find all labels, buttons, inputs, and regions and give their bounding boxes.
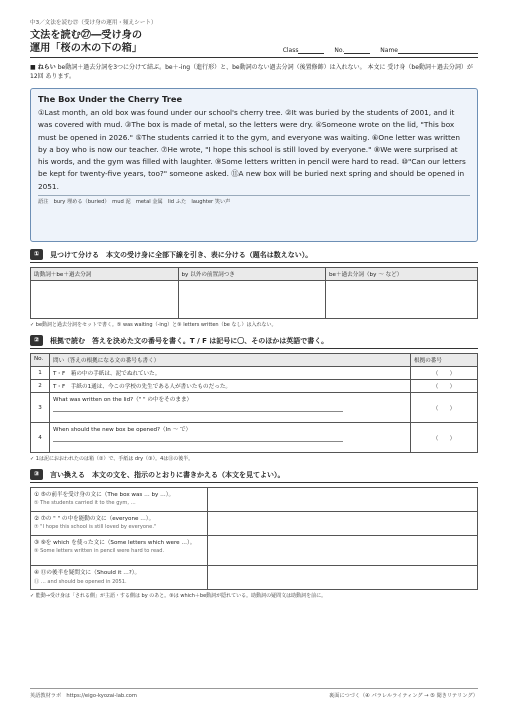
table1-header-modal: 助動詞＋be＋過去分詞 — [31, 268, 179, 281]
rewrite-answer-cell[interactable] — [208, 512, 478, 536]
table1-cell-modal[interactable] — [31, 281, 179, 319]
table2-header-question: 問い（答えの根拠になる文の番号も書く） — [50, 354, 411, 367]
title-line-2: 運用「桜の木の下の箱」 — [30, 43, 143, 54]
question-cell[interactable] — [50, 393, 411, 423]
table1-cell-preposition[interactable] — [178, 281, 326, 319]
section-3-table — [30, 487, 478, 590]
question-number: 1 — [31, 367, 50, 380]
question-number: 4 — [31, 423, 50, 453]
rewrite-answer-cell[interactable] — [208, 488, 478, 512]
section-3-badge: ③ — [30, 469, 43, 480]
section-2-title: 根拠で読む 答えを決めた文の番号を書く。T / F は記号に〇、そのほかは英語で書く。 — [50, 336, 329, 345]
rewrite-prompt — [31, 536, 208, 566]
rewrite-prompt — [31, 566, 208, 590]
table1-header-by: be＋過去分詞（by 〜 など） — [326, 268, 478, 281]
rewrite-source: ⑦ "I hope this school is still loved by everyone." — [34, 524, 157, 530]
section-3-note: ✓ 能動→受け身は「される側」が主語・する側は by のあと。⑨は which＋be動詞が隠れている。助動詞の疑問文は助動詞を前に。 — [30, 593, 327, 599]
section-1-header — [30, 249, 478, 263]
table2-header-no: No. — [31, 354, 50, 367]
table-row — [31, 380, 478, 393]
table1-header-preposition: by 以外の前置詞つき — [178, 268, 326, 281]
footer — [30, 688, 478, 699]
rewrite-instruction: ① ⑤の前半を受け身の文に（The box was … by …）。 — [34, 492, 175, 498]
section-1-title: 見つけて分ける 本文の受け身に全部下線を引き、表に分ける（題名は数えない）。 — [50, 250, 313, 259]
question-number: 2 — [31, 380, 50, 393]
worksheet-title — [30, 29, 142, 55]
table-row — [31, 536, 478, 566]
aim-label: ■ ねらい — [30, 64, 56, 71]
answer-line[interactable] — [53, 441, 343, 442]
aim-text — [30, 63, 478, 81]
section-3-header — [30, 469, 478, 483]
footer-site: 英語教材ラボ https://eigo-kyozai-lab.com — [30, 693, 137, 699]
question-text: T・F 手紙の1通は、今この学校の先生である人が書いたものだった。 — [50, 380, 411, 393]
table1-cell-by[interactable] — [326, 281, 478, 319]
table-row — [31, 488, 478, 512]
answer-line[interactable] — [53, 411, 343, 412]
rewrite-answer-cell[interactable] — [208, 566, 478, 590]
rewrite-answer-cell[interactable] — [208, 536, 478, 566]
section-2-note: ✓ 1は泥におおわれたのは箱（②）で、手紙は dry（③）。4は⑪の後半。 — [30, 456, 194, 462]
name-label: Name — [380, 47, 398, 54]
question-text: When should the new box be opened?（In 〜 で） — [53, 427, 192, 433]
footer-continue: 裏面につづく（④ パラレルライティング → ⑤ 聞きリテリング） — [329, 693, 478, 699]
table-row — [31, 423, 478, 453]
table-row — [31, 512, 478, 536]
section-1-badge: ① — [30, 249, 43, 260]
section-3-title: 言い換える 本文の文を、指示のとおりに書きかえる（本文を見てよい）。 — [50, 470, 285, 479]
section-1-table — [30, 267, 478, 319]
name-field[interactable] — [398, 47, 478, 54]
story-text: ①Last month, an old box was found under our school's cherry tree. ②It was buried by the students of 2001, and it was covered with mud. ③The box is made of metal, so the letters were dry. ④Someone wrote on the lid, "This box must be opened in 2026." ⑤The students carried it to the gym, and everyone was waiting. ⑥One letter was written by a boy who is now our teacher. ⑦He wrote, "I hope this school is still loved by everyone." ⑧We were surprised at his words, and the gym was filled with laughter. ⑨Some letters written in pencil were hard to read. ⑩"Can our letters be kept for twenty-five years, too?" someone asked. ⑪A new box will be buried next spring and should be opened in 2051. — [38, 108, 466, 191]
rewrite-instruction: ④ ⑪の後半を疑問文に（Should it …?）。 — [34, 570, 141, 576]
class-label: Class — [282, 47, 299, 54]
class-field[interactable] — [298, 47, 324, 54]
table2-header-evidence: 根拠の番号 — [411, 354, 478, 367]
rewrite-prompt — [31, 488, 208, 512]
question-number: 3 — [31, 393, 50, 423]
section-2-header — [30, 335, 478, 349]
rewrite-source: ⑤ The students carried it to the gym, … — [34, 500, 136, 506]
story-box — [30, 88, 478, 242]
question-text: What was written on the lid?（" " の中をそのまま） — [53, 397, 193, 403]
title-block — [30, 29, 478, 58]
evidence-answer[interactable]: （ ） — [411, 423, 478, 453]
rewrite-source: ⑪ … and should be opened in 2051. — [34, 579, 127, 585]
table-row — [31, 393, 478, 423]
rewrite-prompt — [31, 512, 208, 536]
top-label: 中3／文法を読む㉗（受け身の運用・頻えシート） — [30, 20, 157, 26]
story-title: The Box Under the Cherry Tree — [38, 94, 183, 104]
rewrite-source: ⑨ Some letters written in pencil were hard to read. — [34, 548, 165, 554]
question-text: T・F 箱の中の手紙は、泥でぬれていた。 — [50, 367, 411, 380]
evidence-answer[interactable]: （ ） — [411, 380, 478, 393]
student-fields — [283, 47, 478, 54]
evidence-answer[interactable]: （ ） — [411, 367, 478, 380]
question-cell[interactable] — [50, 423, 411, 453]
table-row — [31, 566, 478, 590]
aim-body: be動詞＋過去分詞を3つに分けて結ぶ。be＋-ing（進行形）と、be動詞のない過去分詞（後置修飾）は入れない。 本文に 受け身（be動詞＋過去分詞）が 12回 あります。 — [30, 64, 473, 80]
no-label: No. — [334, 47, 345, 54]
rewrite-instruction: ③ ⑨を which を使った文に（Some letters which were …）。 — [34, 540, 196, 546]
section-2-badge: ② — [30, 335, 43, 346]
section-1-note: ✓ be動詞と過去分詞をセットで書く。⑤ was waiting（-ing）と⑨ letters written（be なし）は入れない。 — [30, 322, 277, 328]
table-row — [31, 367, 478, 380]
title-line-1: 文法を読む㉗―受け身の — [30, 30, 143, 41]
story-gloss: 語注 bury 埋める（buried） mud 泥 metal 金属 lid ふた laughter 笑い声 — [38, 195, 470, 205]
section-2-table — [30, 353, 478, 453]
number-field[interactable] — [344, 47, 370, 54]
rewrite-instruction: ② ⑦の " " の中を能動の文に（everyone …）。 — [34, 516, 155, 522]
evidence-answer[interactable]: （ ） — [411, 393, 478, 423]
